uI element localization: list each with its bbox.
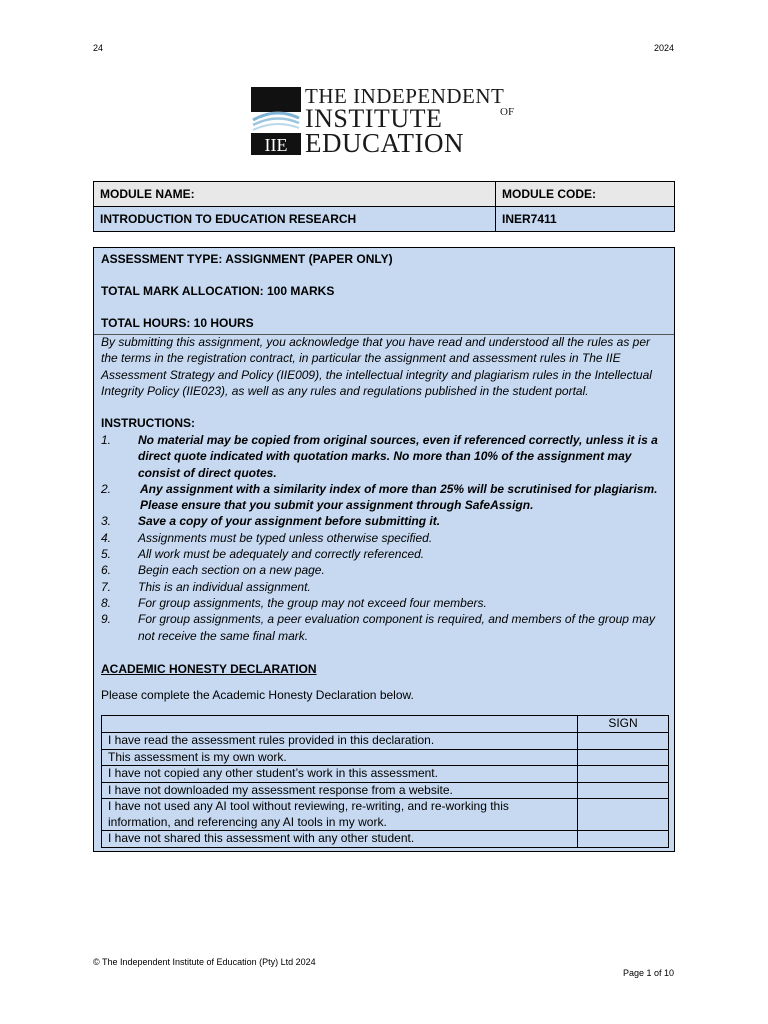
sign-cell[interactable] — [578, 766, 669, 783]
sign-cell[interactable] — [578, 733, 669, 750]
declaration-intro: Please complete the Academic Honesty Declaration below. — [101, 688, 414, 702]
declaration-table — [101, 715, 669, 848]
table-row — [102, 733, 669, 750]
total-hours: TOTAL HOURS: 10 HOURS — [101, 316, 254, 330]
list-item: 5. All work must be adequately and correctly referenced. — [101, 547, 425, 562]
list-item: 6. Begin each section on a new page. — [101, 563, 325, 578]
declaration-statement: This assessment is my own work. — [102, 749, 578, 766]
table-row — [102, 782, 669, 799]
table-row — [102, 749, 669, 766]
instructions-title: INSTRUCTIONS: — [101, 416, 195, 430]
sign-cell[interactable] — [578, 782, 669, 799]
page-number: Page 1 of 10 — [622, 968, 674, 978]
table-row — [102, 831, 669, 848]
sign-cell[interactable] — [578, 749, 669, 766]
total-marks: TOTAL MARK ALLOCATION: 100 MARKS — [101, 284, 335, 298]
module-table — [93, 181, 675, 232]
list-item: 4. Assignments must be typed unless otherwise specified. — [101, 530, 433, 545]
list-item: 9. For group assignments, a peer evaluation component is required, and members of the group may not receive the same final mark. — [101, 612, 655, 643]
logo-line-2: INSTITUTE — [305, 104, 443, 133]
iie-logo — [251, 86, 517, 156]
list-item: 3. Save a copy of your assignment before submitting it. — [101, 514, 441, 529]
sign-cell[interactable] — [578, 831, 669, 848]
declaration-title: ACADEMIC HONESTY DECLARATION — [101, 662, 317, 676]
sign-header: SIGN — [578, 716, 669, 733]
assessment-type: ASSESSMENT TYPE: ASSIGNMENT (PAPER ONLY) — [101, 252, 393, 266]
module-name-label: MODULE NAME: — [94, 182, 496, 207]
list-item: 7. This is an individual assignment. — [101, 579, 311, 594]
table-row — [102, 716, 669, 733]
assessment-box — [93, 247, 675, 852]
assessment-summary — [94, 248, 674, 335]
table-row — [102, 766, 669, 783]
list-item: 2. Any assignment with a similarity index of more than 25% will be scrutinised for plagiarism. Please ensure that you submit your assignment through SafeAssign. — [101, 481, 658, 513]
declaration-statement: I have not copied any other student’s work in this assessment. — [102, 766, 578, 783]
svg-text:IIE: IIE — [264, 135, 288, 155]
module-name: INTRODUCTION TO EDUCATION RESEARCH — [94, 207, 496, 232]
iie-emblem-icon — [251, 87, 301, 155]
declaration-statement: I have read the assessment rules provided in this declaration. — [102, 733, 578, 750]
declaration-statement: I have not downloaded my assessment response from a website. — [102, 782, 578, 799]
logo-line-1: THE INDEPENDENT — [305, 84, 505, 108]
table-row — [102, 799, 669, 831]
submission-preamble: By submitting this assignment, you acknowledge that you have read and understood all the rules as per the terms in the registration contract, in particular the assignment and assessment rules in The IIE Assessment Strategy and Policy (IIE009), the intellectual integrity and plagiarism rules in the Intellectual Integrity Policy (IIE023), as well as any rules and regulations published in the student portal. — [101, 335, 652, 398]
module-code: INER7411 — [496, 207, 675, 232]
list-item: 8. For group assignments, the group may not exceed four members. — [101, 595, 487, 610]
sign-cell[interactable] — [578, 799, 669, 831]
declaration-header-blank — [102, 716, 578, 733]
logo-line-3: EDUCATION — [305, 128, 464, 158]
header-left-number: 24 — [93, 43, 104, 53]
list-item: 1. No material may be copied from original sources, even if referenced correctly, unless it is a direct quote indicated with quotation marks. No more than 10% of the assignment may consist of direct quotes. — [101, 433, 658, 480]
declaration-statement: I have not shared this assessment with any other student. — [102, 831, 578, 848]
module-code-label: MODULE CODE: — [496, 182, 675, 207]
header-right-year: 2024 — [653, 43, 674, 53]
logo-of: OF — [500, 106, 515, 118]
instructions-list — [101, 432, 671, 644]
footer-copyright: © The Independent Institute of Education (Pty) Ltd 2024 — [93, 957, 316, 967]
declaration-statement: I have not used any AI tool without reviewing, re-writing, and re-working this information, and referencing any AI tools in my work. — [102, 799, 578, 831]
